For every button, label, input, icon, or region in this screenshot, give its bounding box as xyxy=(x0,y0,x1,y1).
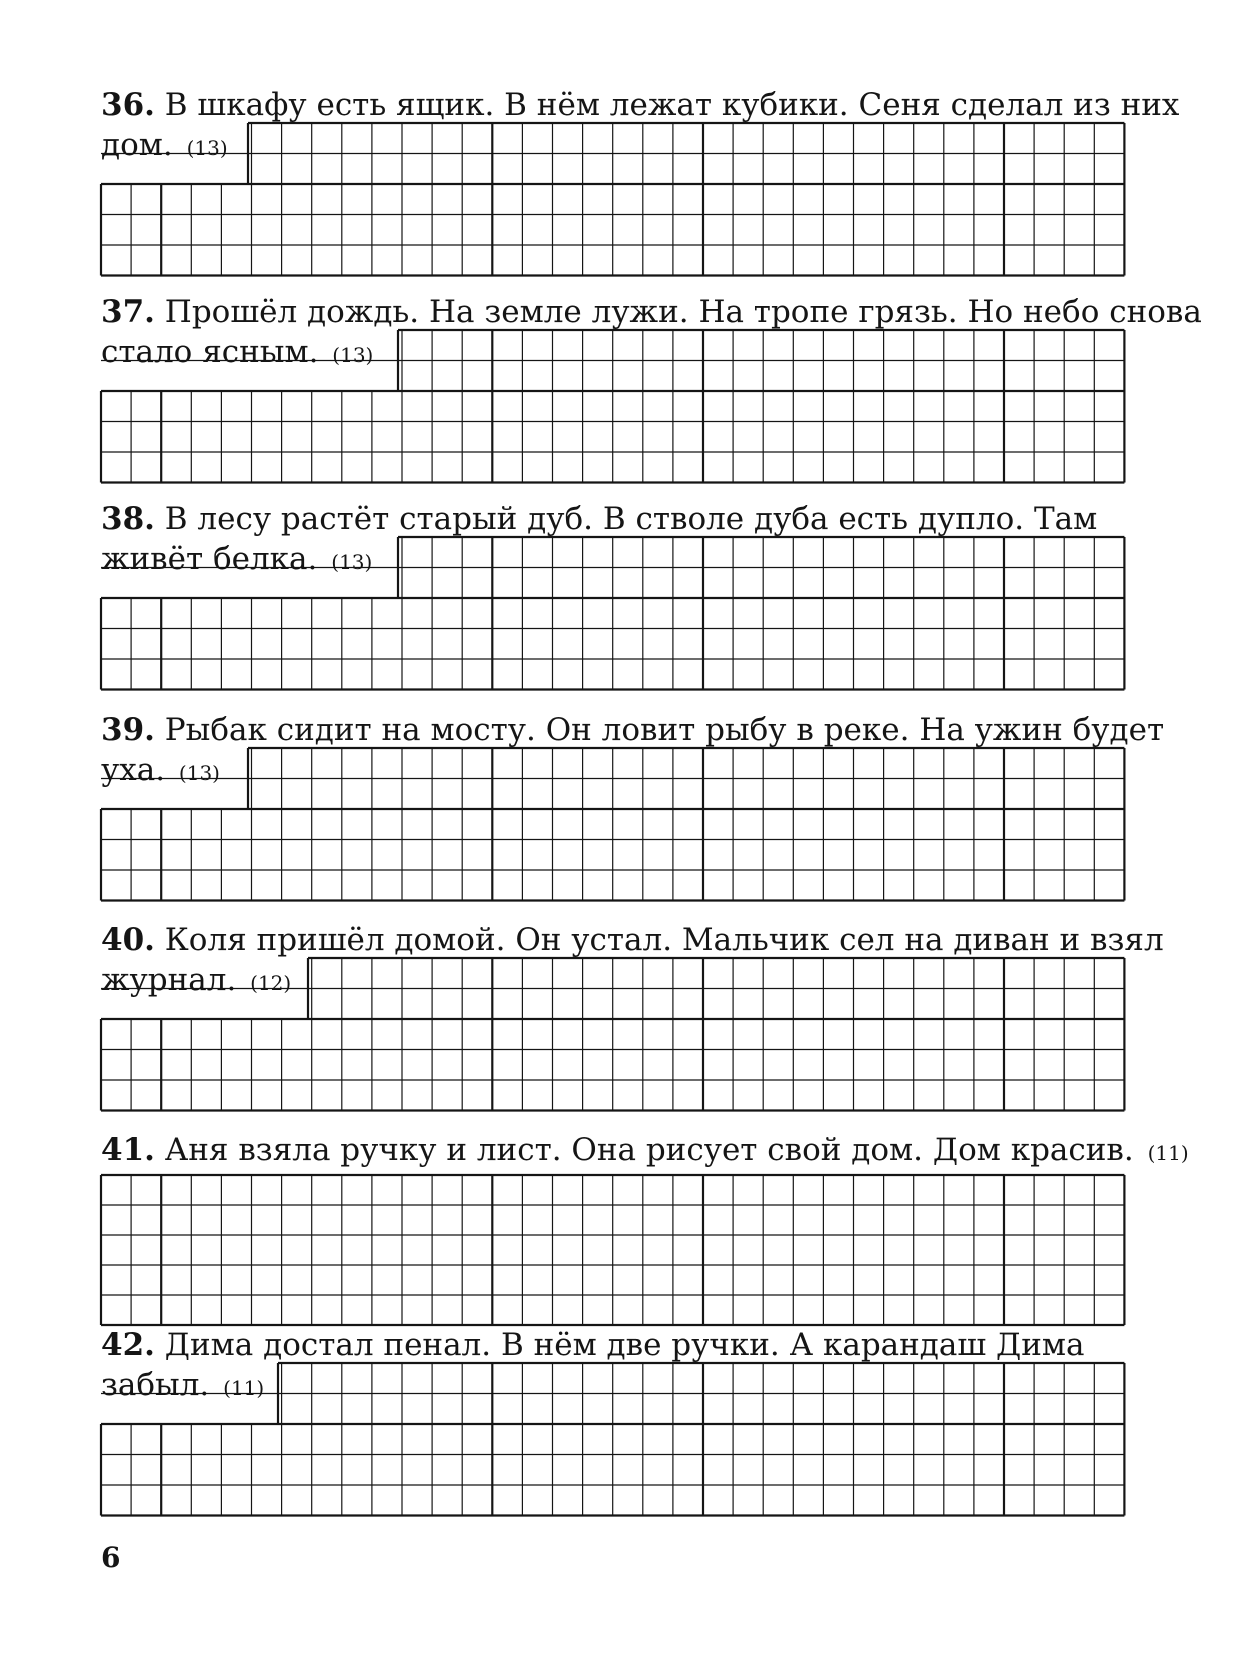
writing-grid[interactable] xyxy=(0,499,1240,699)
exercise-sentence-end: уха. xyxy=(101,752,166,788)
writing-grid[interactable] xyxy=(0,920,1240,1120)
exercise-sentence: Коля пришёл домой. Он устал. Мальчик сел на диван и взял xyxy=(164,922,1164,958)
exercise-number: 36. xyxy=(101,87,155,123)
letter-count: (13) xyxy=(331,550,373,574)
exercise-sentence: В шкафу есть ящик. В нём лежат кубики. Сеня сделал из них xyxy=(164,87,1180,123)
exercise-sentence-end: дом. xyxy=(101,127,173,163)
letter-count: (12) xyxy=(250,971,292,995)
writing-grid[interactable] xyxy=(0,710,1240,910)
exercise-sentence-end: забыл. xyxy=(101,1367,210,1403)
writing-grid[interactable] xyxy=(0,1325,1240,1525)
exercise-number: 39. xyxy=(101,712,155,748)
letter-count: (13) xyxy=(186,136,228,160)
exercise-sentence: Аня взяла ручку и лист. Она рисует свой дом. Дом красив. xyxy=(164,1132,1134,1168)
exercise-sentence-end: живёт белка. xyxy=(101,541,318,577)
exercise-sentence-end: журнал. xyxy=(101,962,237,998)
exercise-sentence: Рыбак сидит на мосту. Он ловит рыбу в реке. На ужин будет xyxy=(164,712,1165,748)
letter-count: (11) xyxy=(1147,1141,1189,1165)
letter-count: (13) xyxy=(332,343,374,367)
exercise-sentence: Прошёл дождь. На земле лужи. На тропе грязь. Но небо снова xyxy=(164,294,1202,330)
exercise-number: 37. xyxy=(101,294,155,330)
writing-grid[interactable] xyxy=(0,85,1240,285)
letter-count: (13) xyxy=(178,761,220,785)
letter-count: (11) xyxy=(223,1376,265,1400)
exercise-number: 38. xyxy=(101,501,155,537)
writing-grid[interactable] xyxy=(0,1130,1240,1330)
exercise-sentence: Дима достал пенал. В нём две ручки. А карандаш Дима xyxy=(164,1327,1085,1363)
exercise-number: 42. xyxy=(101,1327,155,1363)
exercise-number: 41. xyxy=(101,1132,155,1168)
writing-grid[interactable] xyxy=(0,292,1240,492)
exercise-number: 40. xyxy=(101,922,155,958)
exercise-sentence-end: стало ясным. xyxy=(101,334,319,370)
page-number: 6 xyxy=(101,1541,121,1574)
exercise-sentence: В лесу растёт старый дуб. В стволе дуба есть дупло. Там xyxy=(164,501,1098,537)
